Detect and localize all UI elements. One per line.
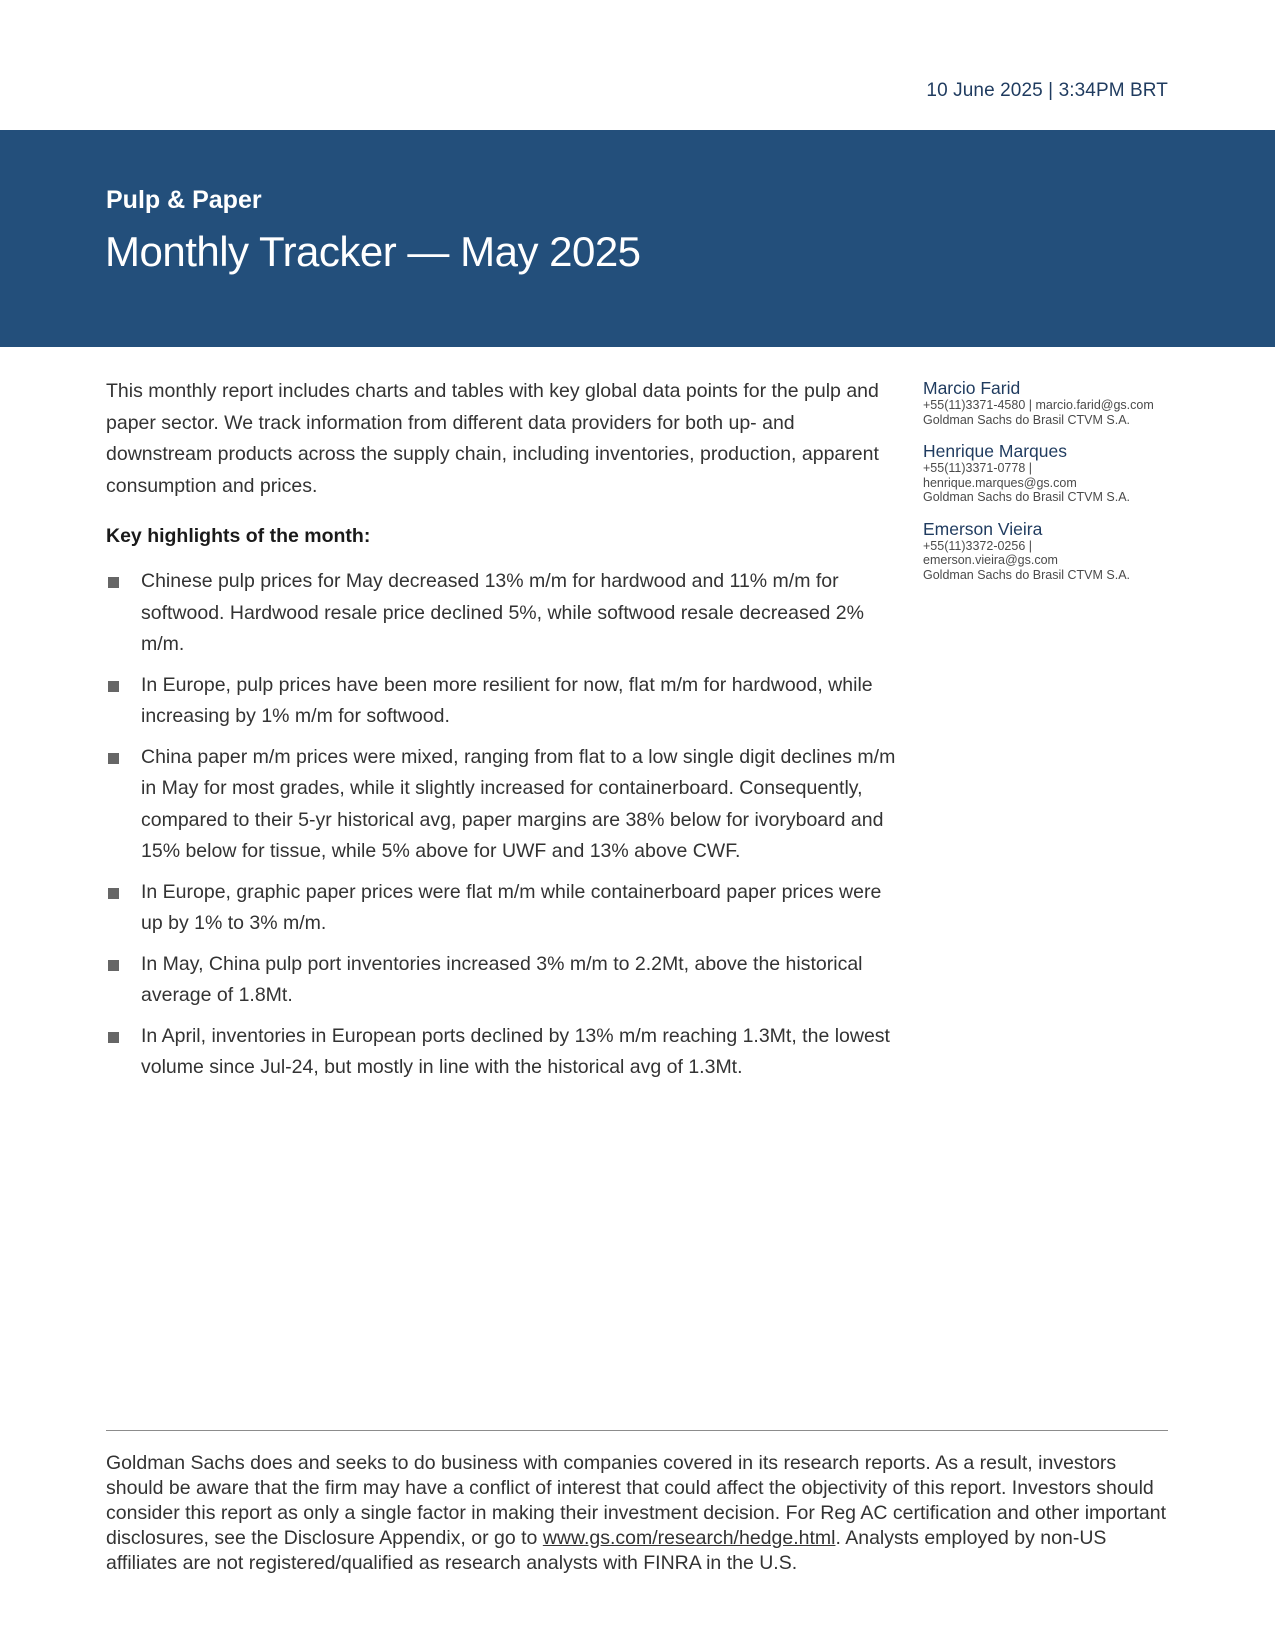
- author-name: Henrique Marques: [923, 441, 1067, 461]
- author-phone: +55(11)3372-0256 |: [923, 538, 1033, 553]
- author-name: Marcio Farid: [923, 378, 1021, 398]
- highlight-item: [106, 877, 896, 940]
- author-card: [923, 441, 1173, 505]
- highlight-item: [106, 742, 896, 868]
- square-bullet-icon: [108, 888, 119, 899]
- report-title: Monthly Tracker — May 2025: [105, 228, 641, 275]
- highlight-text: In April, inventories in European ports declined by 13% m/m reaching 1.3Mt, the lowest volume since Jul-24, but mostly in line with the historical avg of 1.3Mt.: [141, 1024, 890, 1078]
- highlight-text: Chinese pulp prices for May decreased 13% m/m for hardwood and 11% m/m for softwood. Hardwood resale price declined 5%, while softwood resale decreased 2% m/m.: [141, 570, 864, 655]
- highlight-text: In Europe, graphic paper prices were flat m/m while containerboard paper prices were up by 1% to 3% m/m.: [141, 880, 882, 934]
- author-firm: Goldman Sachs do Brasil CTVM S.A.: [923, 412, 1131, 427]
- author-contact[interactable]: +55(11)3371-4580 | marcio.farid@gs.com: [923, 398, 1154, 412]
- disclaimer-text-end: . Analysts employed by non-US affiliates are not registered/qualified as research analysts with FINRA in the U.S.: [106, 1527, 1107, 1574]
- highlight-text: China paper m/m prices were mixed, ranging from flat to a low single digit declines m/m in May for most grades, while it slightly increased for containerboard. Consequently, compared to their 5-yr historical avg, paper margins are 38% below for ivoryboard and 15% below for tissue, while 5% above for UWF and 13% above CWF.: [141, 745, 896, 862]
- sector-label: Pulp & Paper: [106, 186, 262, 214]
- disclosures-link[interactable]: www.gs.com/research/hedge.html: [542, 1527, 836, 1549]
- square-bullet-icon: [108, 681, 119, 692]
- highlights-list: [106, 566, 896, 1084]
- disclaimer: [106, 1451, 1176, 1576]
- author-card: [923, 519, 1173, 583]
- footer-divider: [106, 1430, 1168, 1431]
- author-email[interactable]: henrique.marques@gs.com: [923, 475, 1077, 490]
- author-email[interactable]: emerson.vieira@gs.com: [923, 553, 1058, 567]
- report-dateline: 10 June 2025 | 3:34PM BRT: [926, 80, 1168, 101]
- author-firm: Goldman Sachs do Brasil CTVM S.A.: [923, 490, 1131, 504]
- highlights-heading: Key highlights of the month:: [106, 525, 371, 547]
- square-bullet-icon: [108, 577, 119, 588]
- disclaimer-text: Goldman Sachs does and seeks to do business with companies covered in its research reports. As a result, investors should be aware that the firm may have a conflict of interest that could affect the objectivity of this report. Investors should consider this report as only a single factor in making their investment decision. For Reg AC certification and other important disclosures, see the Disclosure Appendix, or go to: [106, 1452, 1167, 1549]
- highlight-item: [106, 949, 896, 1012]
- author-firm: Goldman Sachs do Brasil CTVM S.A.: [923, 567, 1131, 582]
- square-bullet-icon: [108, 960, 119, 971]
- main-content: [106, 376, 896, 1093]
- highlight-item: [106, 566, 896, 661]
- author-name: Emerson Vieira: [923, 518, 1043, 539]
- highlight-text: In May, China pulp port inventories increased 3% m/m to 2.2Mt, above the historical average of 1.8Mt.: [141, 952, 863, 1006]
- authors-sidebar: [923, 378, 1173, 596]
- square-bullet-icon: [108, 1032, 119, 1043]
- author-phone: +55(11)3371-0778 |: [923, 461, 1033, 475]
- highlight-item: [106, 1021, 896, 1084]
- square-bullet-icon: [108, 753, 119, 764]
- highlight-item: [106, 670, 896, 733]
- author-card: [923, 378, 1173, 427]
- intro-paragraph: This monthly report includes charts and tables with key global data points for the pulp and paper sector. We track information from different data providers for both up- and downstream products across the supply chain, including inventories, production, apparent consumption and prices.: [106, 380, 879, 497]
- highlight-text: In Europe, pulp prices have been more resilient for now, flat m/m for hardwood, while increasing by 1% m/m for softwood.: [141, 673, 873, 727]
